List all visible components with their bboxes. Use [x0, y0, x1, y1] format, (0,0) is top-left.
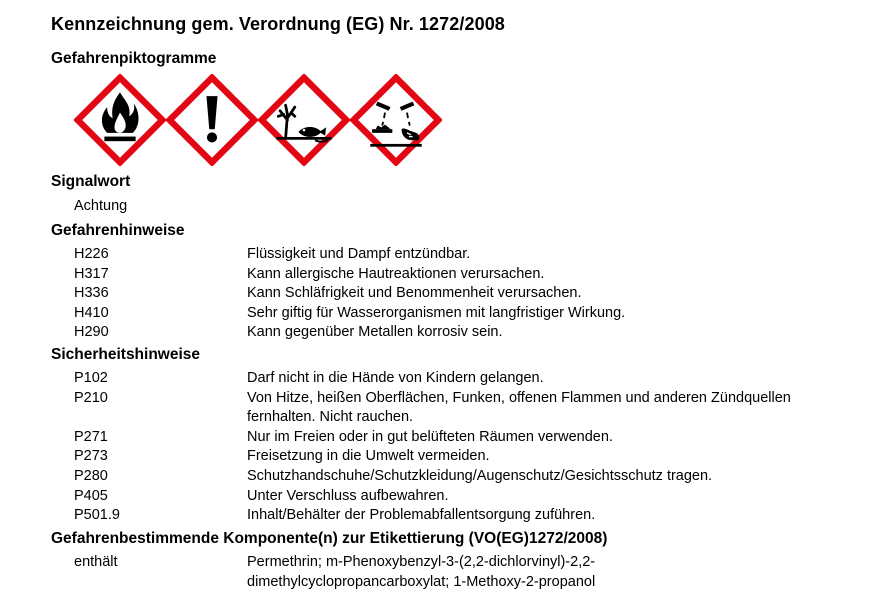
- hazard-text: Flüssigkeit und Dampf entzündbar.: [247, 246, 471, 262]
- precaution-text: Darf nicht in die Hände von Kindern gelangen.: [247, 370, 544, 386]
- precautionary-statements-list: [74, 369, 807, 526]
- precaution-text: Unter Verschluss aufbewahren.: [247, 487, 449, 504]
- environment-icon: [258, 74, 350, 166]
- precaution-row: [74, 506, 807, 526]
- components-heading: Gefahrenbestimmende Komponente(n) zur Etikettierung (VO(EG)1272/2008): [51, 530, 608, 547]
- hazard-text: Kann Schläfrigkeit und Benommenheit verursachen.: [247, 285, 582, 302]
- precaution-row: [74, 428, 807, 448]
- pictograms-heading: Gefahrenpiktogramme: [51, 50, 217, 67]
- corrosion-pictogram: [350, 74, 446, 168]
- hazard-code: H226: [74, 246, 109, 262]
- hazard-code: H290: [74, 324, 109, 341]
- document-title: Kennzeichnung gem. Verordnung (EG) Nr. 1272/2008: [51, 14, 505, 34]
- environment-pictogram: [258, 74, 354, 168]
- hazard-text: Kann allergische Hautreaktionen verursachen.: [247, 265, 545, 282]
- component-text: Permethrin; m-Phenoxybenzyl-3-(2,2-dichlorvinyl)-2,2-dimethylcyclopropancarboxylat; 1-Methoxy-2-propanol: [247, 554, 596, 590]
- precaution-row: [74, 467, 807, 487]
- precaution-code: P405: [74, 487, 108, 504]
- corrosion-icon: [350, 74, 442, 166]
- precaution-text: Inhalt/Behälter der Problemabfallentsorgung zuführen.: [247, 507, 596, 524]
- exclamation-pictogram: [166, 74, 262, 168]
- hazard-statements-heading: Gefahrenhinweise: [51, 222, 185, 239]
- precaution-text: Schutzhandschuhe/Schutzkleidung/Augenschutz/Gesichtsschutz tragen.: [247, 467, 713, 484]
- precaution-code: P102: [74, 370, 108, 386]
- precaution-row: [74, 447, 807, 467]
- flame-icon: [74, 74, 166, 166]
- precaution-code: P210: [74, 389, 108, 406]
- flame-pictogram: [74, 74, 170, 168]
- pictogram-row: [74, 74, 442, 168]
- hazard-code: H410: [74, 304, 109, 321]
- hazard-code: H336: [74, 285, 109, 302]
- components-list: [74, 553, 667, 592]
- hazard-row: [74, 323, 807, 343]
- hazard-row: [74, 265, 807, 285]
- precaution-row: [74, 487, 807, 507]
- precaution-code: P501.9: [74, 507, 120, 524]
- precaution-code: P273: [74, 448, 108, 465]
- precautionary-statements-heading: Sicherheitshinweise: [51, 346, 201, 363]
- hazard-text: Sehr giftig für Wasserorganismen mit langfristiger Wirkung.: [247, 304, 626, 321]
- component-label: enthält: [74, 554, 118, 570]
- hazard-code: H317: [74, 265, 109, 282]
- hazard-row: [74, 284, 807, 304]
- signal-word-heading: Signalwort: [51, 173, 131, 190]
- hazard-statements-list: [74, 245, 807, 343]
- precaution-row: [74, 389, 807, 428]
- precaution-text: Nur im Freien oder in gut belüfteten Räumen verwenden.: [247, 428, 613, 445]
- precaution-row: [74, 369, 807, 389]
- hazard-text: Kann gegenüber Metallen korrosiv sein.: [247, 324, 503, 341]
- precaution-text: Von Hitze, heißen Oberflächen, Funken, offenen Flammen und anderen Zündquellen fernhalten. Nicht rauchen.: [247, 389, 791, 426]
- hazard-row: [74, 304, 807, 324]
- exclamation-mark-icon: [166, 74, 258, 166]
- precaution-code: P271: [74, 428, 108, 445]
- precaution-text: Freisetzung in die Umwelt vermeiden.: [247, 448, 490, 465]
- precaution-code: P280: [74, 467, 108, 484]
- hazard-row: [74, 245, 807, 265]
- signal-word: Achtung: [74, 198, 128, 214]
- component-row: [74, 553, 667, 592]
